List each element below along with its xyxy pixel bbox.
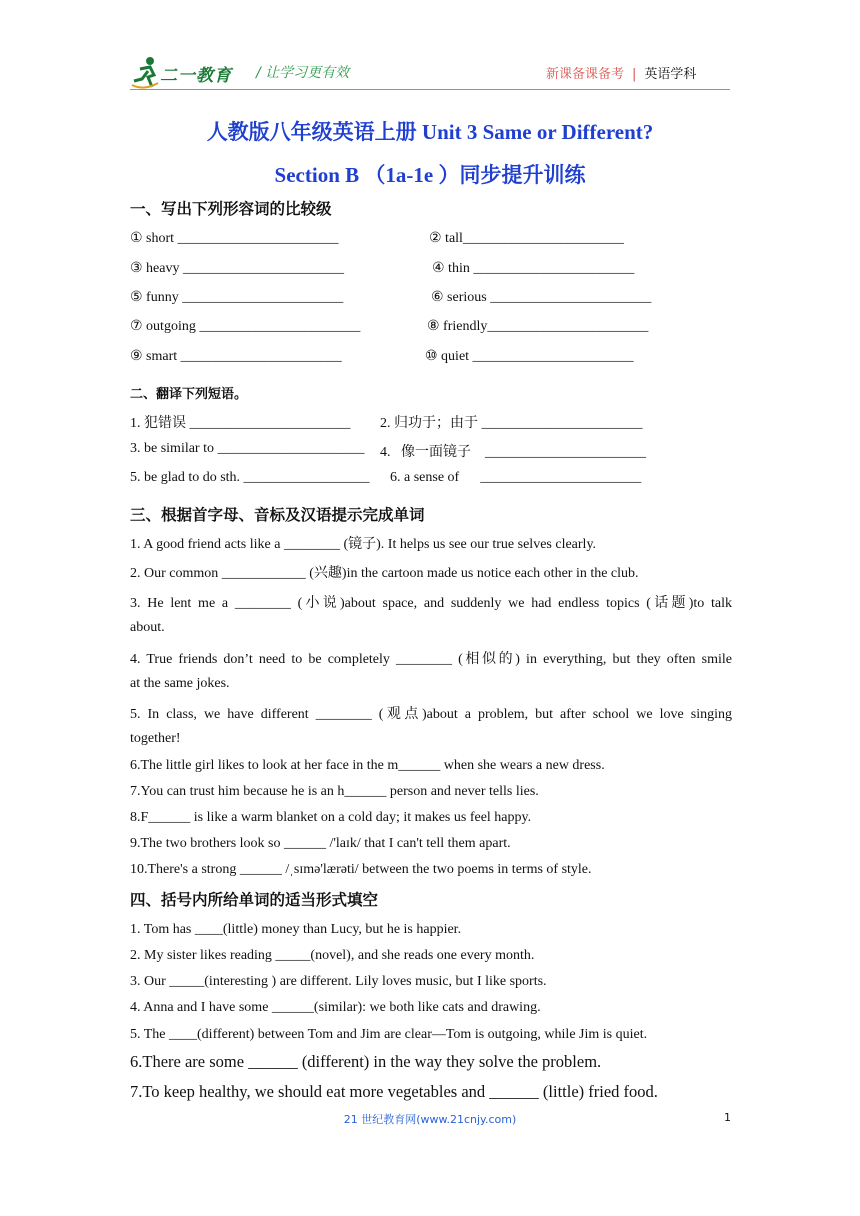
s3-line: together! bbox=[130, 731, 181, 746]
s4-line: 7.To keep healthy, we should eat more vegetables and ______ (little) fried food. bbox=[130, 1082, 658, 1101]
s2-item: 5. be glad to do sth. __________________ bbox=[130, 470, 370, 485]
s3-line: 3. He lent me a ________ (小说)about space, and suddenly we had endless topics (话题)to talk bbox=[130, 596, 732, 611]
section3-heading: 三、根据首字母、音标及汉语提示完成单词 bbox=[130, 506, 425, 524]
s3-line: about. bbox=[130, 620, 165, 635]
s3-line: 6.The little girl likes to look at her face in the m______ when she wears a new dress. bbox=[130, 758, 605, 773]
slogan: / 让学习更有效 bbox=[256, 65, 350, 81]
s3-line: 10.There's a strong ______ /ˌsɪmə'lærəti/ between the two poems in terms of style. bbox=[130, 862, 592, 877]
header-tag: 新课备课备考 bbox=[546, 67, 625, 82]
s1-item: ⑨ smart _______________________ bbox=[130, 349, 342, 364]
s2-item: 1. 犯错误 _______________________ bbox=[130, 416, 351, 431]
s3-line: 1. A good friend acts like a ________ (镜子). It helps us see our true selves clearly. bbox=[130, 537, 597, 552]
s1-item: ⑥ serious _______________________ bbox=[431, 290, 652, 305]
section1-heading: 一、写出下列形容词的比较级 bbox=[130, 200, 332, 218]
s3-line: 7.You can trust him because he is an h______ person and never tells lies. bbox=[130, 784, 539, 799]
s1-item: ⑩ quiet _______________________ bbox=[425, 349, 634, 364]
section4-heading: 四、括号内所给单词的适当形式填空 bbox=[130, 891, 379, 909]
s2-item: 2. 归功于；由于 _______________________ bbox=[380, 416, 643, 431]
header-subject bbox=[546, 63, 696, 82]
s1-item: ① short _______________________ bbox=[130, 231, 339, 246]
brand-logo bbox=[130, 55, 242, 93]
s4-line: 1. Tom has ____(little) money than Lucy, but he is happier. bbox=[130, 922, 462, 937]
s4-line: 3. Our _____(interesting ) are different. Lily loves music, but I like sports. bbox=[130, 974, 547, 989]
section2-heading: 二、翻译下列短语。 bbox=[130, 387, 248, 402]
s1-item: ⑧ friendly_______________________ bbox=[427, 319, 649, 334]
footer-site: 21 世纪教育网(www.21cnjy.com) bbox=[343, 1113, 517, 1126]
s2-item: 6. a sense of _______________________ bbox=[390, 470, 642, 485]
doc-title: 人教版八年级英语上册 Unit 3 Same or Different? bbox=[206, 120, 654, 144]
s1-item: ② tall_______________________ bbox=[429, 231, 624, 246]
s4-line: 2. My sister likes reading _____(novel), and she reads one every month. bbox=[130, 948, 535, 963]
s4-line: 5. The ____(different) between Tom and Jim are clear—Tom is outgoing, while Jim is quiet. bbox=[130, 1027, 648, 1042]
s3-line: 5. In class, we have different ________ (观点)about a problem, but after school we love singing bbox=[130, 707, 732, 722]
s2-item: 4. 像一面镜子 _______________________ bbox=[380, 445, 646, 460]
page-number: 1 bbox=[724, 1111, 731, 1124]
s3-line: 2. Our common ____________ (兴趣)in the cartoon made us notice each other in the club. bbox=[130, 566, 639, 581]
header-separator: | bbox=[632, 67, 637, 82]
s1-item: ⑦ outgoing _______________________ bbox=[130, 319, 361, 334]
s3-line: 8.F______ is like a warm blanket on a cold day; it makes us feel happy. bbox=[130, 810, 532, 825]
s1-item: ⑤ funny _______________________ bbox=[130, 290, 344, 305]
s1-item: ③ heavy _______________________ bbox=[130, 261, 344, 276]
header-divider bbox=[130, 89, 730, 90]
runner-icon bbox=[130, 55, 160, 91]
header-subject-label: 英语学科 bbox=[644, 67, 697, 82]
s3-line: 9.The two brothers look so ______ /'laɪk/ that I can't tell them apart. bbox=[130, 836, 511, 851]
s4-line: 6.There are some ______ (different) in the way they solve the problem. bbox=[130, 1052, 602, 1071]
logo-text: 二一教育 bbox=[160, 66, 232, 86]
s3-line: at the same jokes. bbox=[130, 676, 230, 691]
s3-line: 4. True friends don’t need to be completely ________ (相似的) in everything, but they often smile bbox=[130, 652, 732, 667]
s4-line: 4. Anna and I have some ______(similar): we both like cats and drawing. bbox=[130, 1000, 541, 1015]
s1-item: ④ thin _______________________ bbox=[432, 261, 635, 276]
s2-item: 3. be similar to _____________________ bbox=[130, 441, 365, 456]
doc-subtitle: Section B （1a-1e ）同步提升训练 bbox=[274, 163, 586, 187]
page-header bbox=[0, 0, 860, 100]
